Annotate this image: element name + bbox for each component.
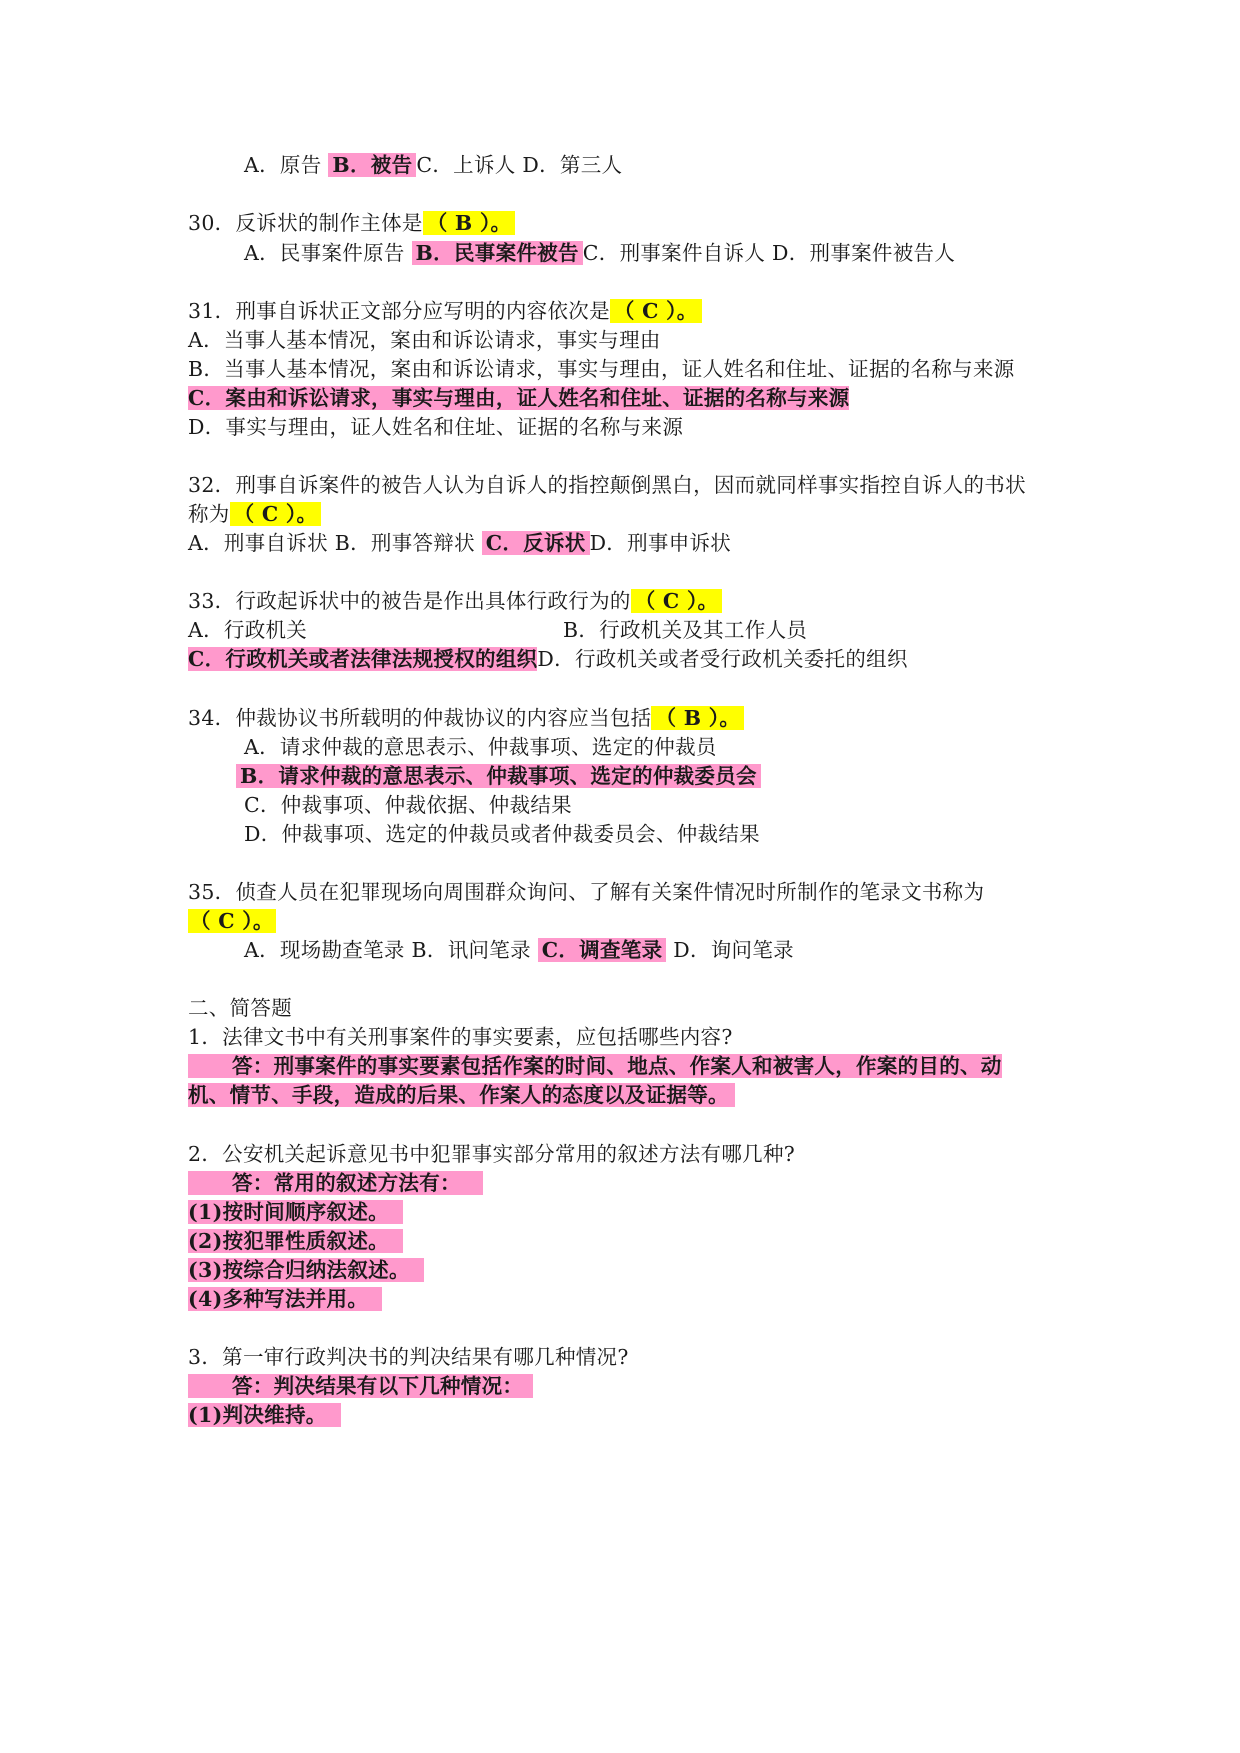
q34-option-c: C．仲裁事项、仲裁依据、仲裁结果 [244,793,572,817]
sq3-answer-intro: 答：判决结果有以下几种情况： [188,1374,533,1398]
q29-option-b-correct: B．被告 [328,153,416,177]
sq2-question: 2．公安机关起诉意见书中犯罪事实部分常用的叙述方法有哪几种? [188,1142,796,1166]
q30-option-b-correct: B．民事案件被告 [412,241,583,265]
q29-option-c: C．上诉人 [416,153,516,177]
q29-option-a: A．原告 [244,153,322,177]
q29-option-d: D．第三人 [522,153,623,177]
q30-option-d: D．刑事案件被告人 [772,241,956,265]
sq2-item-4-wrap [188,1283,382,1316]
q33-option-b: B．行政机关及其工作人员 [563,618,808,642]
q35-stem-line1: 35．侦查人员在犯罪现场向周围群众询问、了解有关案件情况时所制作的笔录文书称为 [188,880,985,904]
q33-options-row2 [188,643,908,676]
q35-option-c-correct: C．调查笔录 [538,938,667,962]
sq2-item-3: (3)按综合归纳法叙述。 [188,1258,424,1282]
q34-option-d: D．仲裁事项、选定的仲裁员或者仲裁委员会、仲裁结果 [244,822,760,846]
q30-stem-line [188,207,515,240]
sq2-item-4: (4)多种写法并用。 [188,1287,382,1311]
q31-option-d: D．事实与理由，证人姓名和住址、证据的名称与来源 [188,415,684,439]
q35-answer: （ C ）。 [190,909,274,933]
q35-option-d: D．询问笔录 [673,938,794,962]
q34-answer: （ B ）。 [651,706,744,730]
q31-option-c-correct: C．案由和诉讼请求，事实与理由，证人姓名和住址、证据的名称与来源 [188,386,850,410]
q30-option-c: C．刑事案件自诉人 [582,241,766,265]
q33-option-c-correct: C．行政机关或者法律法规授权的组织 [188,647,538,671]
sq3-item-1-wrap [188,1399,341,1432]
q32-option-b: B．刑事答辩状 [334,531,475,555]
q33-option-d: D．行政机关或者受行政机关委托的组织 [537,647,908,671]
sq1-question: 1．法律文书中有关刑事案件的事实要素，应包括哪些内容? [188,1025,733,1049]
q33-stem: 33．行政起诉状中的被告是作出具体行政行为的 [188,589,631,613]
q32-stem-end: 称为 [188,502,230,526]
q32-option-d: D．刑事申诉状 [589,531,732,555]
sq2-item-1: (1)按时间顺序叙述。 [188,1200,403,1224]
q35-option-a: A．现场勘查笔录 [244,938,405,962]
q34-stem: 34．仲裁协议书所载明的仲裁协议的内容应当包括 [188,706,652,730]
q32-options [188,527,731,560]
q33-answer: （ C ）。 [631,589,723,613]
q32-option-c-correct: C．反诉状 [482,531,590,555]
q35-options [244,934,794,967]
sq1-answer-line2: 机、情节、手段，造成的后果、作案人的态度以及证据等。 [188,1083,735,1107]
q30-option-a: A．民事案件原告 [244,241,405,265]
q30-answer: （ B ）。 [423,211,516,235]
sq3-question: 3．第一审行政判决书的判决结果有哪几种情况? [188,1345,629,1369]
q34-option-a: A．请求仲裁的意思表示、仲裁事项、选定的仲裁员 [244,735,717,759]
q32-option-a: A．刑事自诉状 [188,531,328,555]
q30-stem: 30．反诉状的制作主体是 [188,211,423,235]
sq1-answer-line1: 答：刑事案件的事实要素包括作案的时间、地点、作案人和被害人，作案的目的、动 [188,1054,1002,1078]
q31-answer: （ C ）。 [610,299,702,323]
q30-options [244,237,955,270]
sq2-item-2: (2)按犯罪性质叙述。 [188,1229,403,1253]
q29-options [244,149,622,182]
sq3-item-1: (1)判决维持。 [188,1403,341,1427]
q31-option-a: A．当事人基本情况，案由和诉讼请求，事实与理由 [188,328,661,352]
q33-option-a: A．行政机关 [188,618,308,642]
q32-stem-line1: 32．刑事自诉案件的被告人认为自诉人的指控颠倒黑白，因而就同样事实指控自诉人的书状 [188,473,1026,497]
q31-option-b: B．当事人基本情况，案由和诉讼请求，事实与理由，证人姓名和住址、证据的名称与来源 [188,357,1015,381]
q31-stem: 31．刑事自诉状正文部分应写明的内容依次是 [188,299,610,323]
q35-option-b: B．讯问笔录 [411,938,531,962]
sq1-answer-line2-wrap [188,1079,735,1112]
section2-title: 二、简答题 [188,996,292,1020]
sq2-answer-intro: 答：常用的叙述方法有： [188,1171,483,1195]
q34-option-b-correct: B．请求仲裁的意思表示、仲裁事项、选定的仲裁委员会 [236,764,761,788]
q32-answer: （ C ）。 [230,502,322,526]
